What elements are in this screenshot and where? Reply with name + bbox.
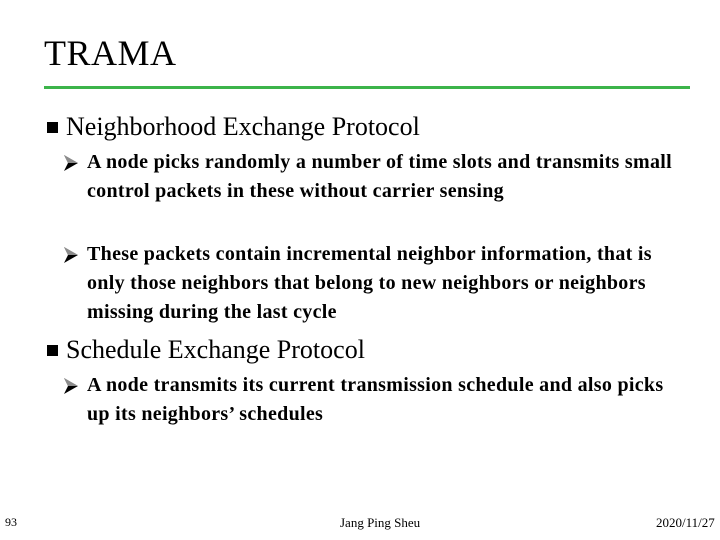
bullet-item-text: A node picks randomly a number of time slots and transmits small control packets in these without carrier sensing <box>87 151 672 202</box>
footer-date: 2020/11/27 <box>656 515 715 530</box>
page-number: 93 <box>5 515 17 529</box>
arrow-bullet-icon <box>58 148 84 177</box>
arrow-bullet-icon <box>58 240 84 269</box>
bullet-item <box>58 240 678 327</box>
section-heading-text: Neighborhood Exchange Protocol <box>66 112 420 141</box>
section-heading <box>47 112 420 142</box>
footer-author: Jang Ping Sheu <box>340 515 421 530</box>
bullet-item <box>58 371 678 429</box>
section-heading <box>47 335 365 365</box>
title-divider <box>44 86 690 89</box>
bullet-item-text: A node transmits its current transmission schedule and also picks up its neighbors’ schedules <box>87 374 664 425</box>
square-bullet-icon <box>47 345 58 356</box>
section-heading-text: Schedule Exchange Protocol <box>66 335 365 364</box>
slide-title: TRAMA <box>44 33 177 73</box>
bullet-item-text: These packets contain incremental neighbor information, that is only those neighbors that belong to new neighbors or neighbors missing during the last cycle <box>87 243 652 323</box>
square-bullet-icon <box>47 122 58 133</box>
bullet-item <box>58 148 678 206</box>
arrow-bullet-icon <box>58 371 84 400</box>
